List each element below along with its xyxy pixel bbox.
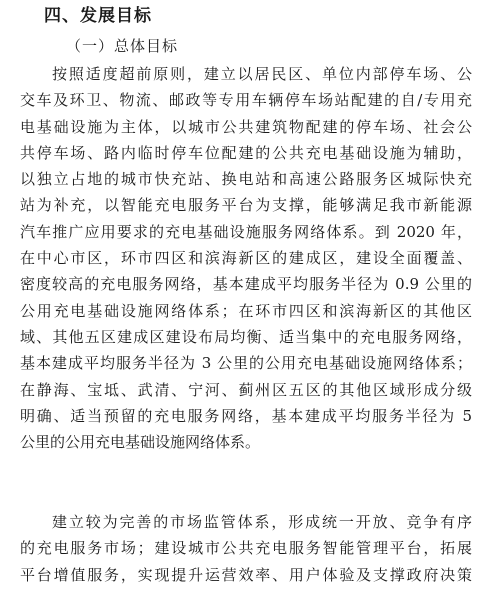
paragraph-line: 建立较为完善的市场监管体系，形成统一开放、竞争有序 [52, 513, 472, 531]
paragraph-line: 明确、适当预留的充电服务网络，基本建成平均服务半径为 5 [20, 406, 472, 425]
section-heading: 四、发展目标 [44, 6, 152, 26]
paragraph-line: 公用充电基础设施网络体系；在环市四区和滨海新区的其他区 [20, 301, 472, 320]
paragraph-line: 域、其他五区建成区建设布局均衡、适当集中的充电服务网络， [20, 327, 472, 346]
paragraph-line: 的充电服务市场；建设城市公共充电服务智能管理平台，拓展 [20, 539, 472, 558]
paragraph-market-regulation [20, 509, 472, 588]
paragraph-line: 平台增值服务，实现提升运营效率、用户体验及支撑政府决策 [20, 565, 472, 584]
paragraph-line: 站为补充，以智能充电服务平台为支撑，能够满足我市新能源 [20, 196, 472, 215]
paragraph-line: 基本建成平均服务半径为 3 公里的公用充电基础设施网络体系； [20, 354, 472, 373]
paragraph-line: 电基础设施为主体，以城市公共建筑物配建的停车场、社会公 [20, 117, 472, 136]
paragraph-line: 以独立占地的城市快充站、换电站和高速公路服务区城际快充 [20, 170, 472, 189]
paragraph-line: 在中心市区，环市四区和滨海新区的建成区，建设全面覆盖、 [20, 249, 472, 268]
paragraph-line: 按照适度超前原则，建立以居民区、单位内部停车场、公 [52, 65, 472, 83]
paragraph-overall-goals [20, 61, 472, 455]
paragraph-line: 汽车推广应用要求的充电基础设施服务网络体系。到 2020 年， [20, 222, 472, 241]
paragraph-line: 在静海、宝坻、武清、宁河、蓟州区五区的其他区域形成分级 [20, 380, 472, 399]
paragraph-line: 共停车场、路内临时停车位配建的公共充电基础设施为辅助， [20, 143, 472, 162]
paragraph-line: 交车及环卫、物流、邮政等专用车辆停车场站配建的自/专用充 [20, 91, 472, 110]
paragraph-line: 公里的公用充电基础设施网络体系。 [20, 433, 261, 452]
subsection-heading: （一）总体目标 [66, 37, 179, 55]
paragraph-line: 密度较高的充电服务网络，基本建成平均服务半径为 0.9 公里的 [20, 275, 472, 294]
